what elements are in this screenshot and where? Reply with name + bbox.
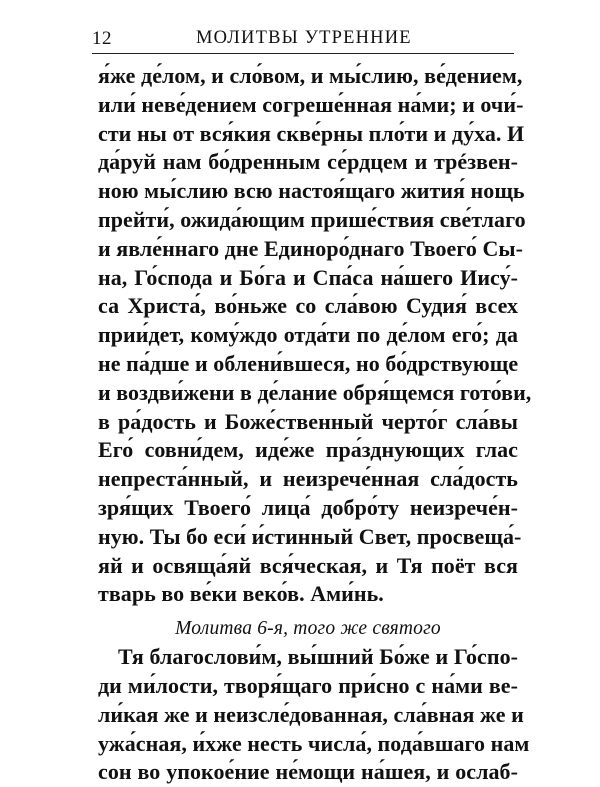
- text-line: да́руй нам бо́дренным се́рдцем и трéзвен-: [98, 149, 518, 175]
- text-line: сти ны от вся́кия скве́рны пло́ти и ду́ха. И: [98, 120, 525, 146]
- prayer-6-heading: Молитва 6-я, того же святого: [175, 618, 441, 640]
- page-number: 12: [92, 28, 112, 49]
- text-line: прейти́, ожида́ющим прише́ствия све́тлаго: [98, 206, 526, 232]
- text-line: ную. Ты бо еси́ и́стинный Свет, просвеща́-: [98, 523, 522, 549]
- text-line: ди ми́лости, творя́щаго при́сно с на́ми ве-: [98, 672, 518, 698]
- text-line: не па́дше и облени́вшеся, но бо́дрствующе: [98, 350, 519, 376]
- page-header: [92, 24, 512, 54]
- text-line: я́же де́лом, и сло́вом, и мы́слию, ве́дением,: [98, 63, 523, 88]
- text-line: и воздви́жени в де́лание обря́щемся гото́ви,: [98, 379, 532, 405]
- text-line: Его́ совни́дем, иде́же пра́зднующих глас: [98, 437, 518, 463]
- text-line: ужа́сная, и́хже несть числа́, пода́вшаго нам: [98, 730, 530, 756]
- text-line: сон во упокое́ние не́мощи на́шея, и ослаб-: [98, 759, 518, 785]
- text-line: тварь во ве́ки веко́в. Ами́нь.: [98, 581, 384, 607]
- text-line: яй и освяща́яй вся́ческая, и Тя поёт вся: [98, 552, 518, 578]
- text-line: или́ неве́дением согреше́нная на́ми; и очи́-: [98, 91, 524, 117]
- header-rule: [92, 53, 514, 54]
- text-line: са Христа́, во́ньже со сла́вою Судия́ всех: [98, 293, 518, 319]
- text-line: и явле́ннаго дне Единоро́днаго Твоего́ Сы-: [98, 235, 523, 261]
- text-line: ли́кая же и неизсле́дованная, сла́вная же и: [98, 701, 524, 727]
- text-line: ною мы́слию всю настоя́щаго жития́ нощь: [98, 178, 525, 204]
- text-line: прии́дет, кому́ждо отда́ти по де́лом его́; да: [98, 322, 518, 348]
- text-line: Тя благослови́м, вы́шний Бо́же и Го́спо-: [118, 644, 518, 670]
- text-line: на, Го́спода и Бо́га и Спа́са на́шего Иису́-: [98, 264, 518, 290]
- text-line: в ра́дость и Боже́ственный черто́г сла́вы: [98, 408, 518, 434]
- running-title: МОЛИТВЫ УТРЕННИЕ: [196, 28, 412, 48]
- page-body: [98, 62, 532, 787]
- text-line: непреста́нный, и неизрече́нная сла́дость: [98, 466, 518, 492]
- prayer-5-text: [98, 62, 532, 609]
- prayer-6-text: [98, 643, 530, 787]
- text-line: зря́щих Твоего́ лица́ добро́ту неизрече́н-: [98, 494, 518, 520]
